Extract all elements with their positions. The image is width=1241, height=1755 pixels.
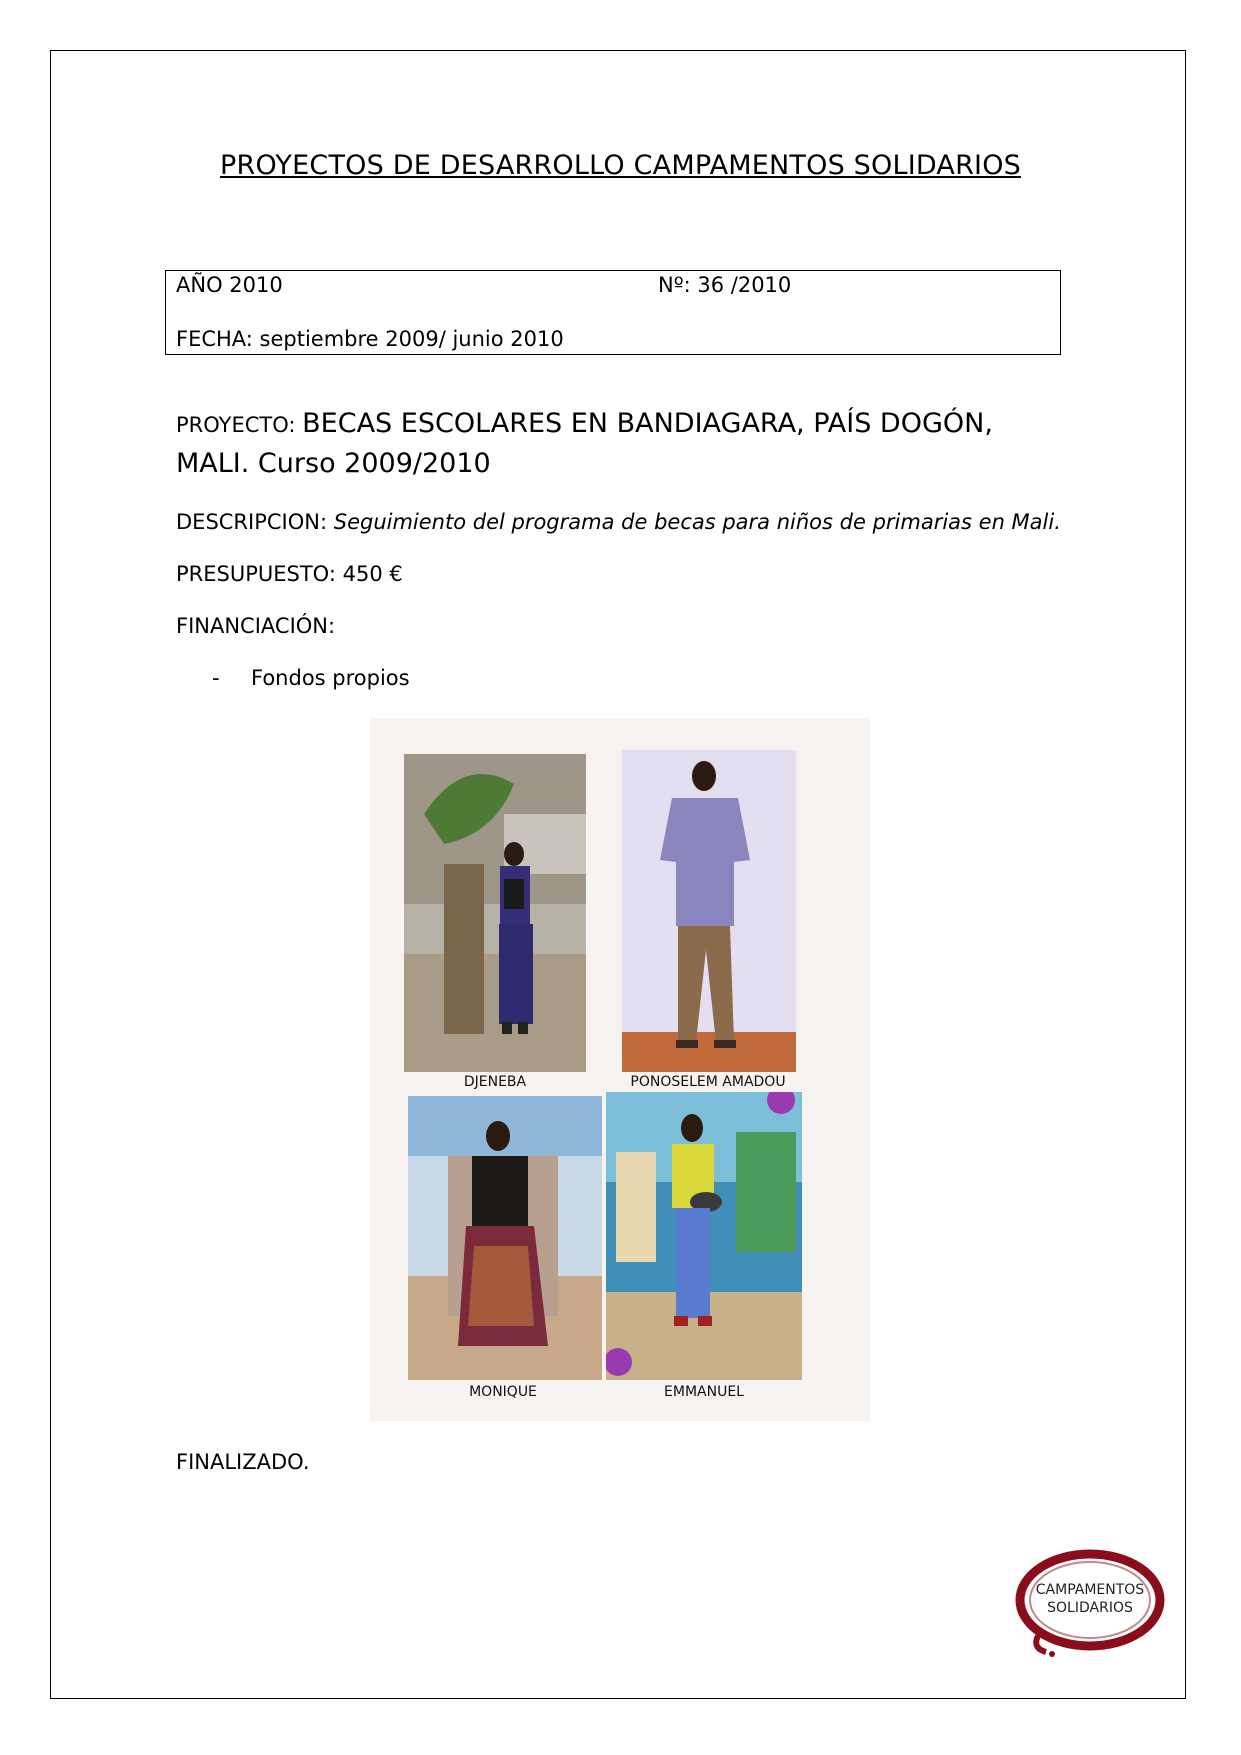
campamentos-solidarios-logo — [1008, 1548, 1168, 1660]
project-title-line2: MALI. Curso 2009/2010 — [176, 448, 491, 479]
info-box — [165, 270, 1061, 355]
status-text: FINALIZADO. — [176, 1450, 310, 1474]
funding-item: Fondos propios — [251, 666, 410, 690]
budget-row: PRESUPUESTO: 450 € — [176, 562, 403, 586]
photo-collage — [370, 718, 870, 1421]
funding-label: FINANCIACIÓN: — [176, 614, 336, 638]
description-row — [176, 510, 1061, 534]
number-field: Nº: 36 /2010 — [658, 273, 792, 297]
caption-emmanuel: EMMANUEL — [664, 1384, 744, 1400]
project-title-line1: BECAS ESCOLARES EN BANDIAGARA, PAÍS DOGÓN, — [302, 408, 993, 439]
photo-monique — [408, 1096, 602, 1380]
caption-monique: MONIQUE — [469, 1384, 537, 1400]
funding-bullet: - — [212, 666, 220, 690]
svg-text:CAMPAMENTOS: CAMPAMENTOS — [1035, 1582, 1145, 1598]
project-label: PROYECTO: — [176, 413, 303, 437]
year-field: AÑO 2010 — [176, 273, 283, 297]
photo-djeneba — [404, 754, 586, 1072]
project-heading — [176, 408, 993, 439]
caption-djeneba: DJENEBA — [463, 1074, 527, 1090]
svg-text:SOLIDARIOS: SOLIDARIOS — [1047, 1600, 1133, 1616]
page-title: PROYECTOS DE DESARROLLO CAMPAMENTOS SOLIDARIOS — [220, 150, 1021, 181]
caption-ponoselem-amadou: PONOSELEM AMADOU — [630, 1074, 786, 1090]
date-field: FECHA: septiembre 2009/ junio 2010 — [176, 327, 564, 351]
photo-emmanuel — [606, 1092, 802, 1380]
photo-ponoselem-amadou — [622, 750, 796, 1072]
description-text: Seguimiento del programa de becas para niños de primarias en Mali. — [333, 510, 1061, 534]
description-label: DESCRIPCION: — [176, 510, 334, 534]
